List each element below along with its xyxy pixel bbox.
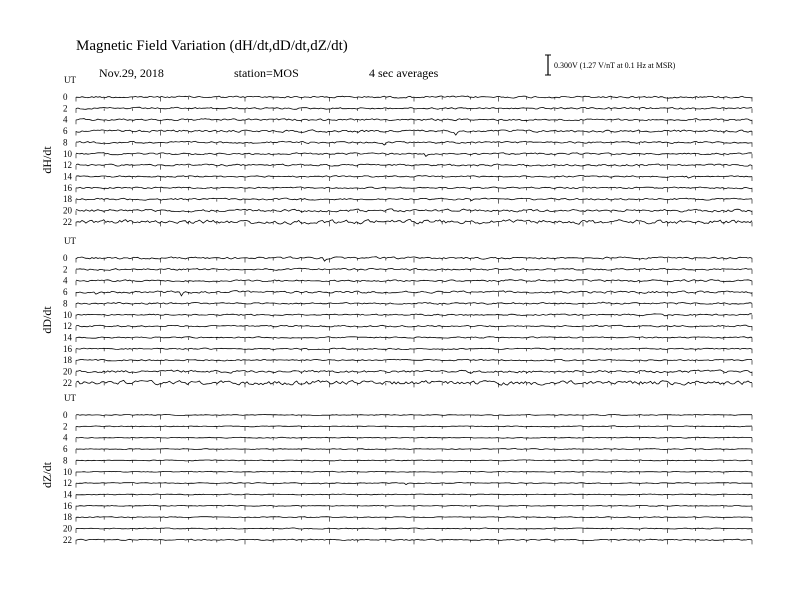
row-hour-label: 12 [63,160,72,171]
row-hour-label: 8 [63,137,68,148]
trace-line [76,426,752,427]
trace-line [76,107,752,109]
row-hour-label: 0 [63,92,68,102]
row-hour-label: 10 [63,148,72,159]
date-label: Nov.29, 2018 [99,66,164,80]
row-hour-label: 6 [63,444,68,455]
row-hour-label: 2 [63,421,68,432]
row-hour-label: 16 [63,182,72,193]
row-hour-label: 0 [63,253,68,263]
row-hour-label: 2 [63,103,68,114]
row-hour-label: 8 [63,455,68,466]
row-hour-label: 4 [63,114,68,125]
row-hour-label: 0 [63,410,68,420]
averaging-label: 4 sec averages [369,66,439,80]
row-hour-label: 6 [63,287,68,298]
row-hour-label: 10 [63,466,72,477]
row-hour-label: 20 [63,205,72,216]
row-hour-label: 22 [63,534,72,545]
trace-line [76,460,752,461]
scale-label: 0.300V (1.27 V/nT at 0.1 Hz at MSR) [554,61,676,70]
trace-line [76,539,752,541]
row-hour-label: 20 [63,523,72,534]
trace-line [76,505,752,506]
station-label: station=MOS [234,66,299,80]
row-hour-label: 16 [63,343,72,354]
row-hour-label: 12 [63,321,72,332]
row-hour-label: 14 [63,171,72,182]
row-hour-label: 14 [63,489,72,500]
row-hour-label: 10 [63,309,72,320]
ut-axis-label: UT [64,75,76,85]
trace-line [76,471,752,472]
panel-label: dZ/dt [40,462,54,488]
row-hour-label: 18 [63,194,72,205]
chart-title: Magnetic Field Variation (dH/dt,dD/dt,dZ/dt) [76,38,348,54]
row-hour-label: 22 [63,377,72,388]
row-hour-label: 22 [63,216,72,227]
row-hour-label: 4 [63,432,68,443]
row-hour-label: 8 [63,298,68,309]
trace-line [76,187,752,189]
panel-label: dD/dt [40,306,54,334]
row-hour-label: 14 [63,332,72,343]
ut-axis-label: UT [64,236,76,246]
trace-line [76,325,752,327]
row-hour-label: 18 [63,512,72,523]
panel-label: dH/dt [40,146,54,174]
row-hour-label: 4 [63,275,68,286]
trace-line [76,437,752,438]
row-hour-label: 20 [63,366,72,377]
row-hour-label: 12 [63,478,72,489]
trace-line [76,494,752,495]
row-hour-label: 2 [63,264,68,275]
ut-axis-label: UT [64,393,76,403]
row-hour-label: 18 [63,355,72,366]
row-hour-label: 6 [63,126,68,137]
row-hour-label: 16 [63,500,72,511]
